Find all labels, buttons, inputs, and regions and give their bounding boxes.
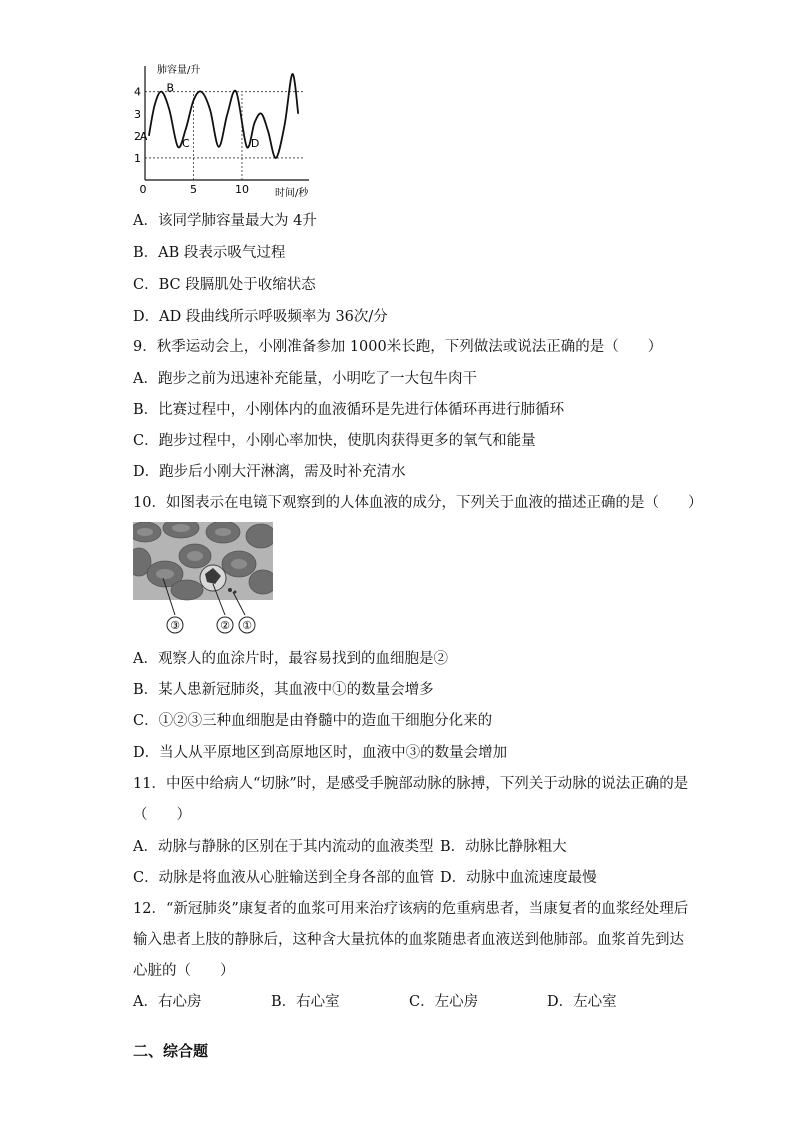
y-tick-label: 2 [134,129,141,143]
q11-stem-line2: （ ） [133,807,191,823]
q8-option-a[interactable]: A．该同学肺容量最大为 4升 [133,213,317,229]
lung-volume-chart [133,62,313,200]
q8-option-c[interactable]: C．BC 段膈肌处于收缩状态 [133,277,316,293]
q11-stem-line1: 11．中医中给病人“切脉”时，是感受手腕部动脉的脉搏，下列关于动脉的说法正确的是 [133,776,689,792]
q9-option-d[interactable]: D．跑步后小刚大汗淋漓，需及时补充清水 [133,464,406,480]
point-label-c: C [181,136,190,150]
q9-option-b[interactable]: B．比赛过程中，小刚体内的血液循环是先进行体循环再进行肺循环 [133,402,565,418]
x-tick-label: 10 [234,183,249,196]
q9-option-a[interactable]: A．跑步之前为迅速补充能量，小明吃了一大包牛肉干 [133,371,477,387]
q12-stem-line1: 12．“新冠肺炎”康复者的血浆可用来治疗该病的危重病患者，当康复者的血浆经处理后 [133,901,689,917]
blood-label-1: ① [242,619,252,632]
y-axis-label: 肺容量/升 [157,65,201,76]
q12-option-d[interactable]: D．左心室 [547,994,617,1010]
q9-stem: 9．秋季运动会上，小刚准备参加 1000米长跑，下列做法或说法正确的是（ ） [133,339,663,355]
point-label-b: B [166,81,175,95]
q10-option-a[interactable]: A．观察人的血涂片时，最容易找到的血细胞是② [133,651,448,667]
q10-option-c[interactable]: C．①②③三种血细胞是由脊髓中的造血干细胞分化来的 [133,713,493,729]
blood-cells-figure [133,522,273,637]
point-label-a: A [139,129,148,143]
q8-option-d[interactable]: D．AD 段曲线所示呼吸频率为 36次/分 [133,309,388,325]
q11-option-b[interactable]: B．动脉比静脉粗大 [440,839,567,855]
point-label-d: D [250,136,260,150]
q12-option-a[interactable]: A．右心房 [133,994,202,1010]
y-tick-label: 3 [134,107,141,121]
y-tick-label: 1 [134,151,141,165]
q10-option-b[interactable]: B．某人患新冠肺炎，其血液中①的数量会增多 [133,682,434,698]
q8-option-b[interactable]: B．AB 段表示吸气过程 [133,245,286,261]
section-title: 二、综合题 [133,1042,209,1060]
q12-option-c[interactable]: C．左心房 [409,994,479,1010]
y-tick-label: 4 [134,85,141,99]
blood-label-2: ② [220,619,230,632]
q12-stem-line2: 输入患者上肢的静脉后，这种含大量抗体的血浆随患者血液送到他肺部。血浆首先到达 [133,932,684,948]
q10-stem: 10．如图表示在电镜下观察到的人体血液的成分，下列关于血液的描述正确的是（ ） [133,495,703,511]
q11-option-a[interactable]: A．动脉与静脉的区别在于其内流动的血液类型 [133,839,434,855]
x-axis-label: 时间/秒 [275,188,309,199]
q10-option-d[interactable]: D．当人从平原地区到高原地区时，血液中③的数量会增加 [133,745,508,761]
q11-option-d[interactable]: D．动脉中血流速度最慢 [440,870,597,886]
q9-option-c[interactable]: C．跑步过程中，小刚心率加快，使肌肉获得更多的氧气和能量 [133,433,536,449]
q11-option-c[interactable]: C．动脉是将血液从心脏输送到全身各部的血管 [133,870,435,886]
x-tick-label: 0 [139,183,147,196]
blood-label-3: ③ [170,619,180,632]
q12-stem-line3: 心脏的（ ） [133,963,235,979]
x-tick-label: 5 [189,183,197,196]
q12-option-b[interactable]: B．右心室 [271,994,340,1010]
